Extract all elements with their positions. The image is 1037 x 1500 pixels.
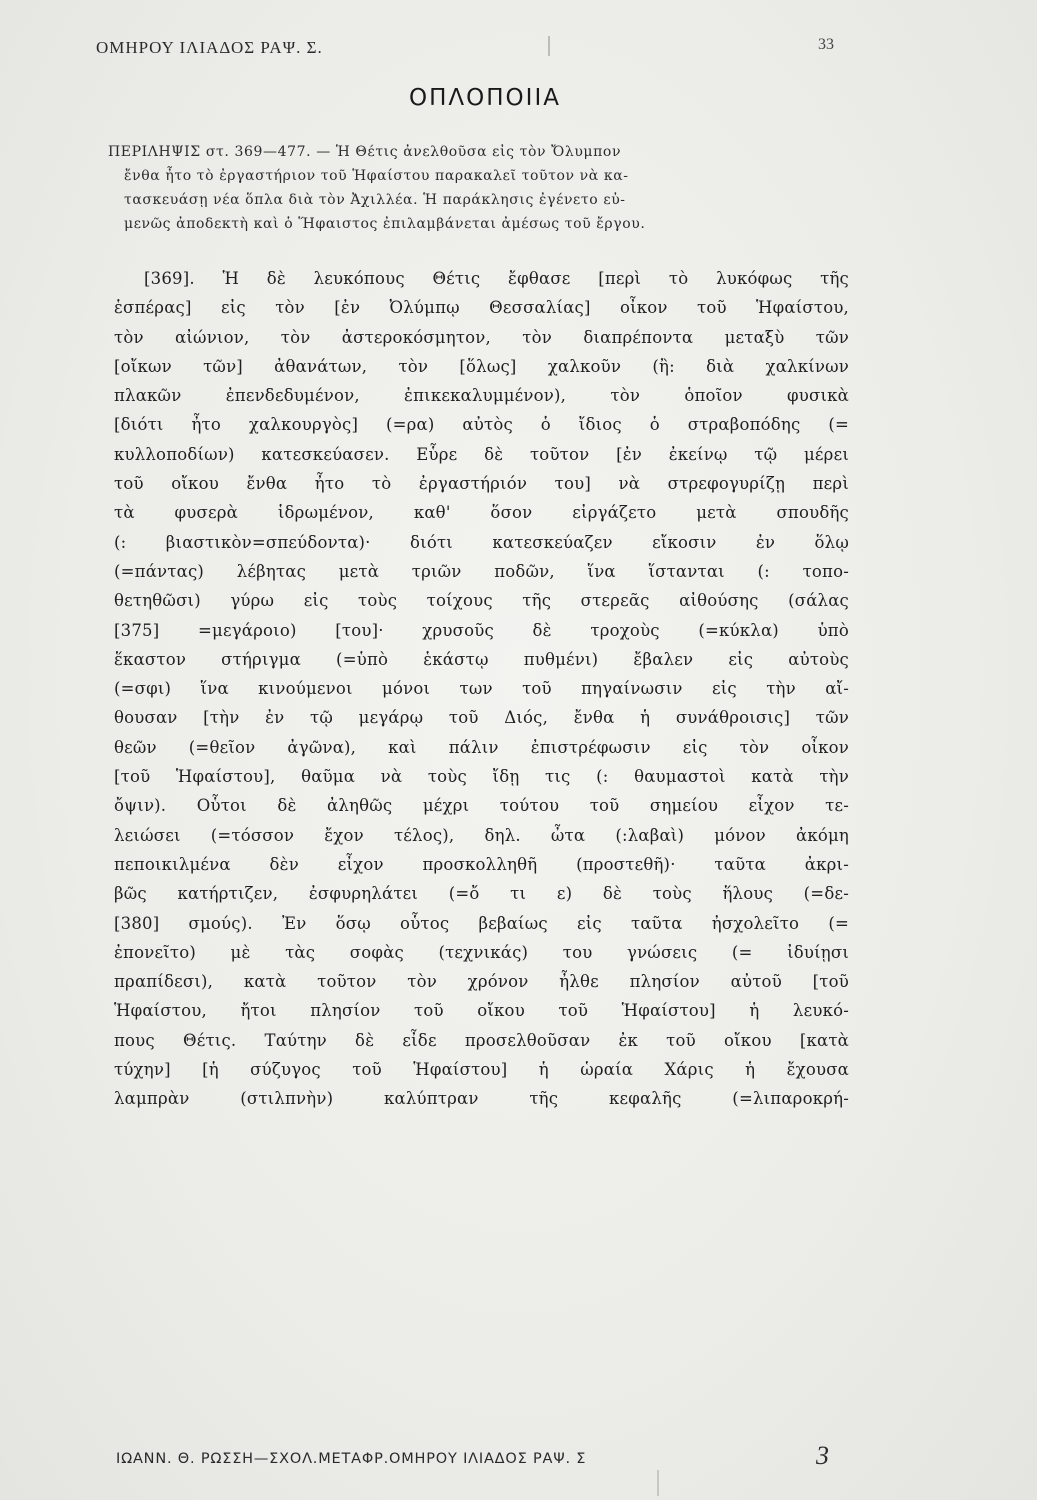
body-line: ὄψιν). Οὗτοι δὲ ἀληθῶς μέχρι τούτου τοῦ σημείου εἶχον τε- [114,796,849,816]
footer-imprint: ΙΩΑΝΝ. Θ. ΡΩΣΣΗ—ΣΧΟΛ.ΜΕΤΑΦΡ.ΟΜΗΡΟΥ ΙΛΙΑΔΟΣ ΡΑΨ. Σ [116,1451,587,1467]
scan-mark [657,1470,659,1496]
body-line: ἐπονεῖτο) μὲ τὰς σοφὰς (τεχνικάς) του γνώσεις (= ἰδυίῃσι [114,942,849,962]
body-line: τὰ φυσερὰ ἱδρωμένον, καθ' ὅσον εἰργάζετο μετὰ σπουδῆς [114,503,849,523]
body-line: ἑσπέρας] εἰς τὸν [ἐν Ὀλύμπῳ Θεσσαλίας] οἶκον τοῦ Ἡφαίστου, [114,298,849,318]
body-line: [τοῦ Ἡφαίστου], θαῦμα νὰ τοὺς ἴδῃ τις (: θαυμαστοὶ κατὰ τὴν [114,767,849,787]
signature-mark: 3 [816,1441,829,1470]
body-line: θετηθῶσι) γύρω εἰς τοὺς τοίχους τῆς στερεᾶς αἰθούσης (σάλας [114,591,849,611]
body-line: θουσαν [τὴν ἐν τῷ μεγάρῳ τοῦ Διός, ἔνθα ἡ συνάθροισις] τῶν [114,708,849,728]
section-heading: ΟΠΛΟΠΟΙΙΑ [409,85,561,111]
page-number: 33 [818,36,834,53]
body-line: (: βιαστικὸν=σπεύδοντα)· διότι κατεσκεύαζεν εἴκοσιν ἐν ὅλῳ [114,532,849,552]
body-line: τὸν αἰώνιον, τὸν ἀστεροκόσμητον, τὸν διαπρέποντα μεταξὺ τῶν [114,327,849,347]
summary-block [108,140,838,236]
body-line: [380] σμούς). Ἐν ὅσῳ οὗτος βεβαίως εἰς ταῦτα ἠσχολεῖτο (= [114,913,849,933]
body-line: πους Θέτις. Ταύτην δὲ εἶδε προσελθοῦσαν ἐκ τοῦ οἴκου [κατὰ [114,1030,849,1050]
body-line: βῶς κατήρτιζεν, ἐσφυρηλάτει (=ὄ τι ε) δὲ τοὺς ἥλους (=δε- [114,884,849,904]
body-line: ἕκαστον στήριγμα (=ὑπὸ ἑκάστῳ πυθμένι) ἔβαλεν εἰς αὐτοὺς [114,649,849,669]
body-line: πλακῶν ἐπενδεδυμένον, ἐπικεκαλυμμένον), τὸν ὁποῖον φυσικὰ [114,386,849,406]
body-line: [375] =μεγάροιο) [του]· χρυσοῦς δὲ τροχοὺς (=κύκλα) ὑπὸ [114,620,849,640]
summary-line: μενῶς ἀποδεκτὴ καὶ ὁ Ἥφαιστος ἐπιλαμβάνεται ἀμέσως τοῦ ἔργου. [124,216,646,232]
body-line: θεῶν (=θεῖον ἀγῶνα), καὶ πάλιν ἐπιστρέφωσιν εἰς τὸν οἶκον [114,737,849,757]
body-line: πεποικιλμένα δὲν εἶχον προσκολληθῆ (προστεθῆ)· ταῦτα ἀκρι- [114,854,849,874]
body-line: (=πάντας) λέβητας μετὰ τριῶν ποδῶν, ἵνα ἵστανται (: τοπο- [114,561,849,581]
summary-line: ΠΕΡΙΛΗΨΙΣ στ. 369—477. — Ἡ Θέτις ἀνελθοῦσα εἰς τὸν Ὄλυμπον [108,144,622,160]
body-line: [διότι ἦτο χαλκουργὸς] (=ρα) αὐτὸς ὁ ἴδιος ὁ στραβοπόδης (= [114,415,849,435]
body-text [114,264,849,1114]
body-line: τύχην] [ἡ σύζυγος τοῦ Ἡφαίστου] ἡ ὡραία Χάρις ἡ ἔχουσα [114,1060,849,1080]
body-line: λαμπρὰν (στιλπνὴν) καλύπτραν τῆς κεφαλῆς (=λιπαροκρή- [114,1089,849,1109]
body-line: (=σφι) ἵνα κινούμενοι μόνοι των τοῦ πηγαίνωσιν εἰς τὴν αἴ- [114,679,849,699]
body-line: [οἴκων τῶν] ἀθανάτων, τὸν [ὅλως] χαλκοῦν (ἢ: διὰ χαλκίνων [114,356,849,376]
body-line: τοῦ οἴκου ἔνθα ἦτο τὸ ἐργαστήριόν του] νὰ στρεφογυρίζῃ περὶ [114,474,849,494]
body-line: [369]. Ἡ δὲ λευκόπους Θέτις ἔφθασε [περὶ τὸ λυκόφως τῆς [144,269,849,288]
body-line: πραπίδεσι), κατὰ τοῦτον τὸν χρόνον ἦλθε πλησίον αὐτοῦ [τοῦ [114,972,849,992]
body-line: κυλλοποδίων) κατεσκεύασεν. Εὗρε δὲ τοῦτον [ἐν ἐκείνῳ τῷ μέρει [114,444,849,464]
summary-line: τασκευάσῃ νέα ὅπλα διὰ τὸν Ἀχιλλέα. Ἡ παράκλησις ἐγένετο εὐ- [124,192,626,208]
body-line: λειώσει (=τόσσον ἔχον τέλος), δηλ. ὦτα (:λαβαὶ) μόνον ἀκόμη [114,825,849,845]
body-line: Ἡφαίστου, ἤτοι πλησίον τοῦ οἴκου τοῦ Ἡφαίστου] ἡ λευκό- [114,1001,849,1021]
running-head: ΟΜΗΡΟΥ ΙΛΙΑΔΟΣ ΡΑΨ. Σ. [96,38,323,57]
summary-line: ἔνθα ἦτο τὸ ἐργαστήριον τοῦ Ἡφαίστου παρακαλεῖ τοῦτον νὰ κα- [124,168,629,184]
